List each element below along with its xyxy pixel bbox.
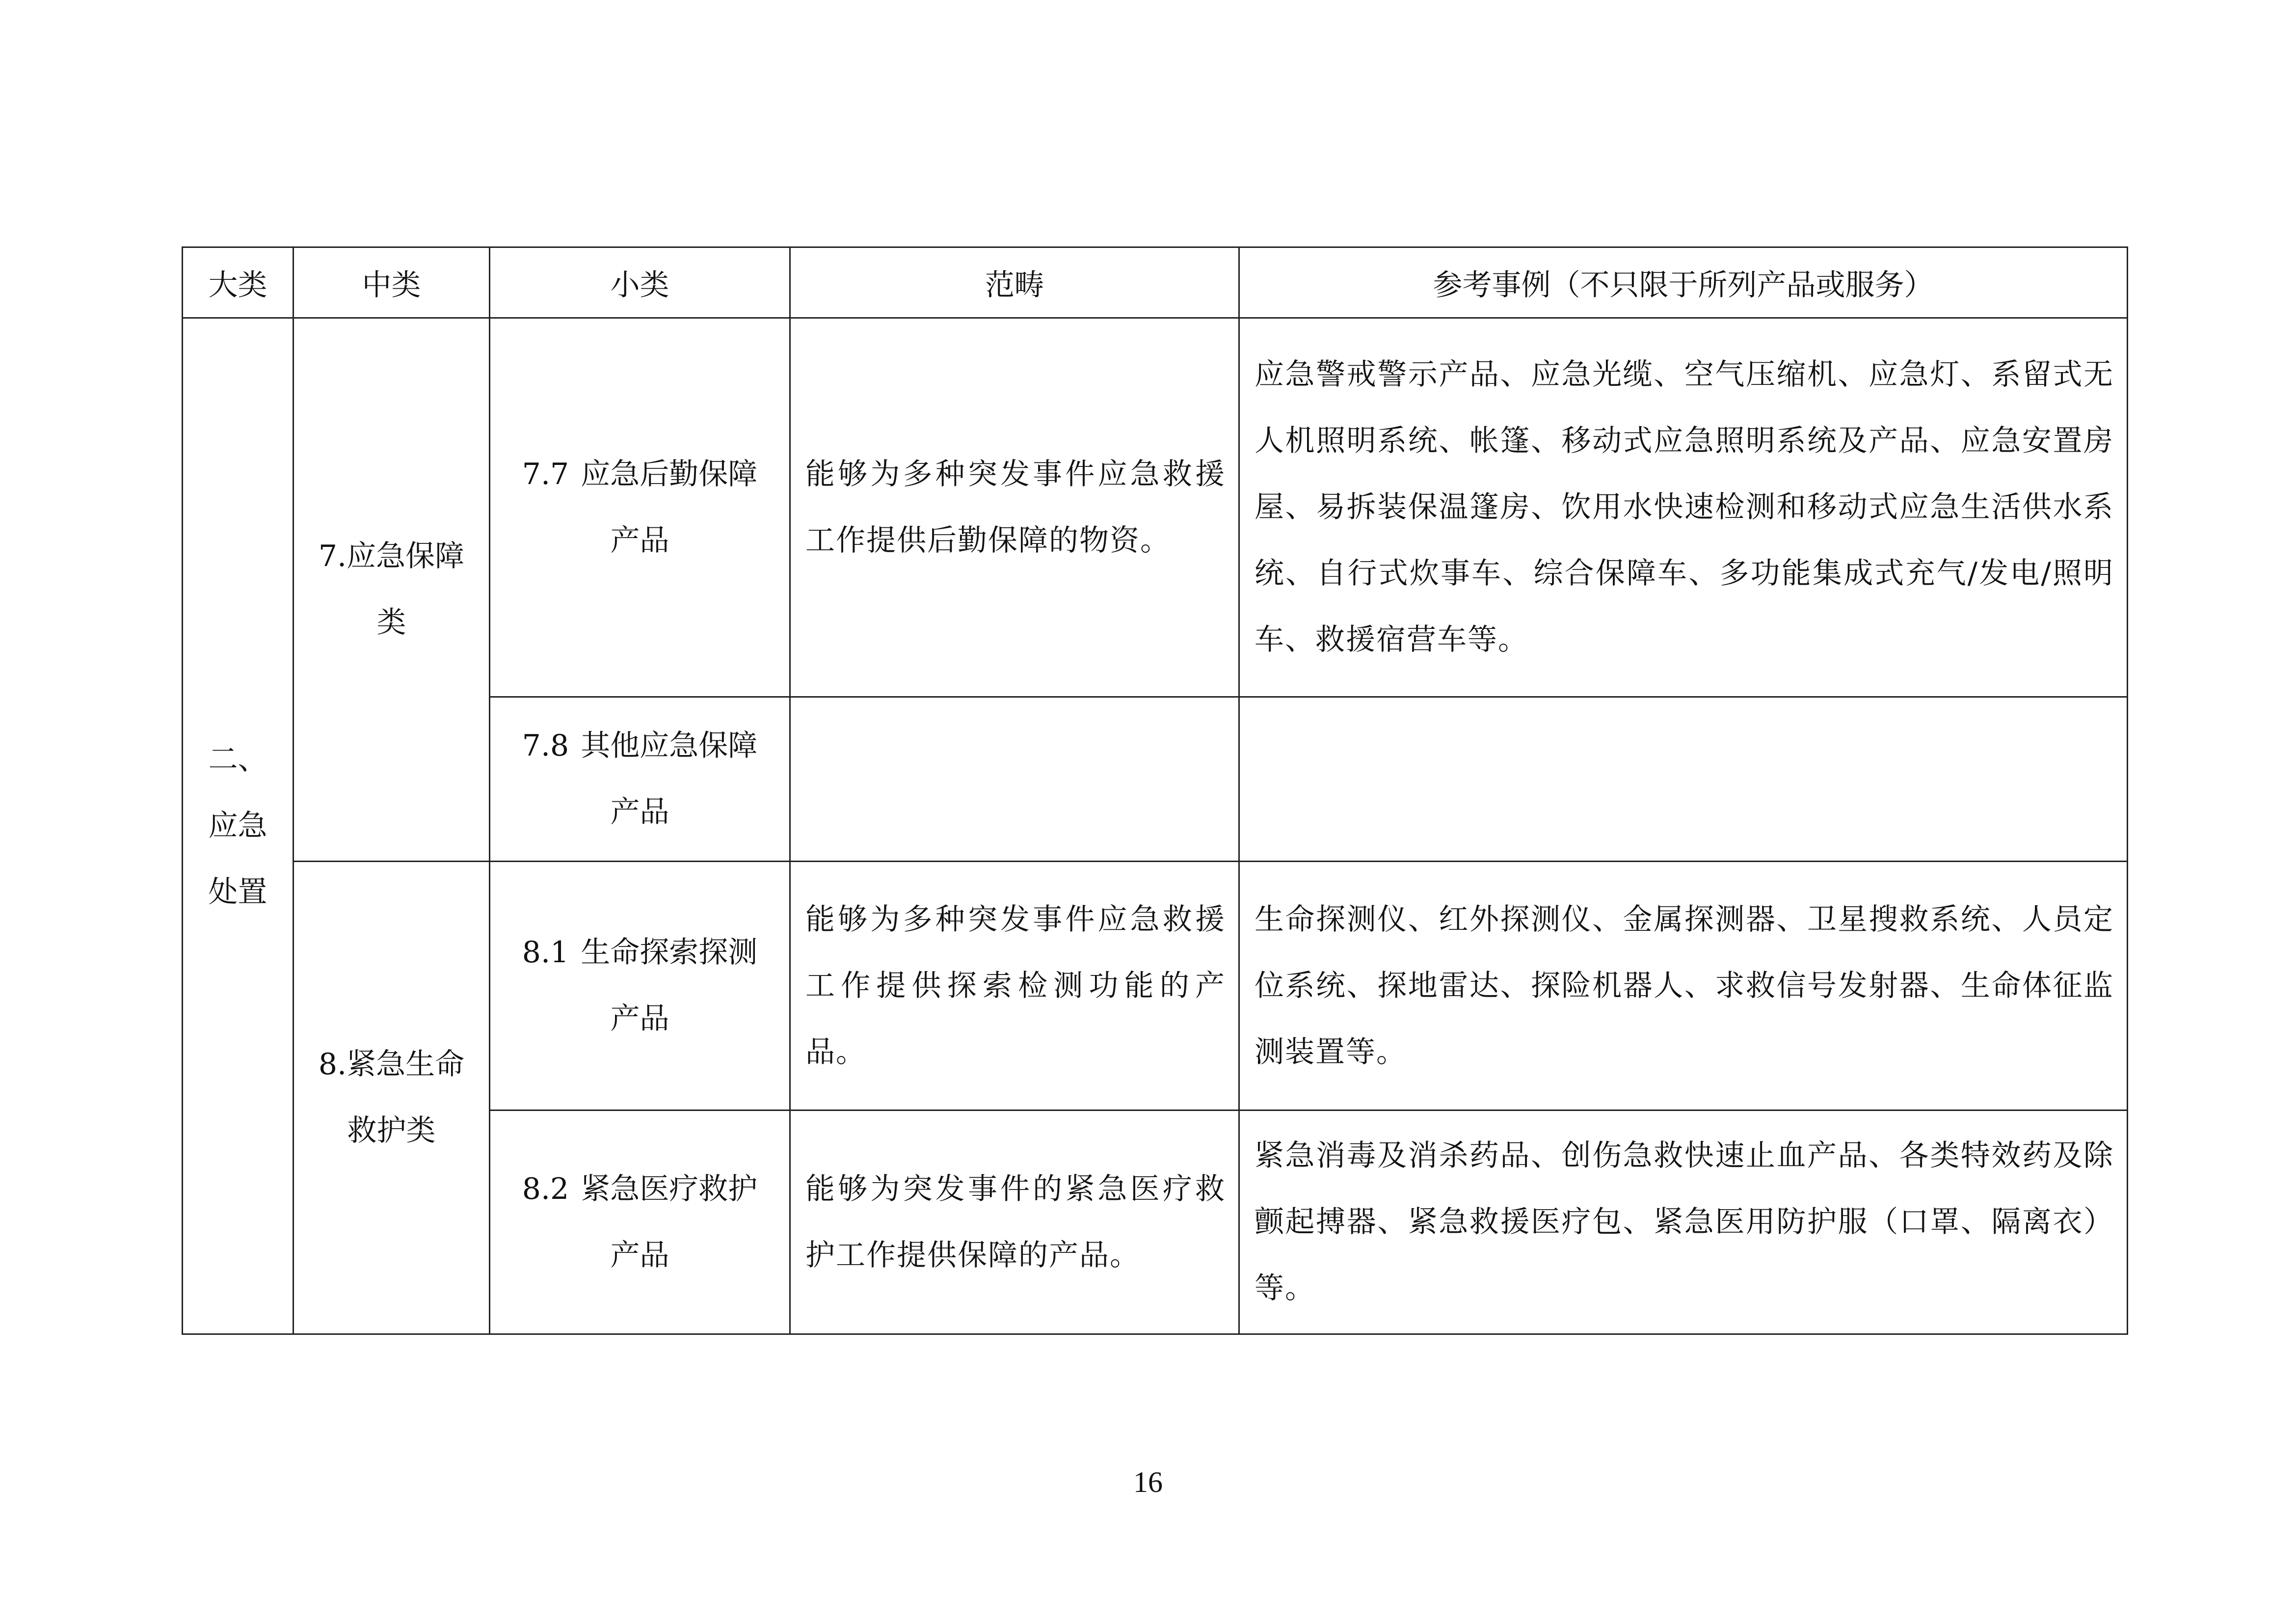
minor-category-cell [490,318,790,697]
minor-category-title [490,713,789,779]
header-minor-category: 小类 [490,247,790,318]
minor-category-cell [490,862,790,1110]
header-scope: 范畴 [790,247,1239,318]
scope-cell: 能够为多种突发事件应急救援工作提供后勤保障的物资。 [790,318,1239,697]
examples-cell: 紧急消毒及消杀药品、创伤急救快速止血产品、各类特效药及除颤起搏器、紧急救援医疗包、紧急医用防护服（口罩、隔离衣）等。 [1239,1110,2128,1334]
minor-category-name: 应急后勤保障 [581,457,758,491]
table-row [183,318,2128,697]
table-header-row [183,247,2128,318]
minor-category-name: 其他应急保障 [581,729,758,763]
page-number: 16 [1133,1466,1163,1498]
mid-category-cell [294,318,490,862]
minor-category-number: 7.7 [522,457,569,491]
minor-category-name: 紧急医疗救护 [581,1171,758,1206]
minor-category-title [490,441,789,508]
header-examples: 参考事例（不只限于所列产品或服务） [1239,247,2128,318]
examples-cell [1239,697,2128,862]
minor-category-number: 8.2 [522,1171,569,1206]
mid-category-line: 7.应急保障 [318,539,465,573]
minor-category-cell [490,1110,790,1334]
major-category-cell [183,318,294,1334]
minor-category-title [490,1156,789,1222]
minor-category-name-cont: 产品 [610,795,669,829]
minor-category-cell [490,697,790,862]
table-row [183,862,2128,1110]
minor-category-name-cont: 产品 [610,1238,669,1272]
mid-category-line: 8.紧急生命 [318,1047,465,1082]
classification-table [182,246,2128,1335]
mid-category-line: 类 [376,605,406,640]
mid-category-line: 救护类 [347,1113,436,1148]
major-category-line: 二、 [208,742,267,777]
minor-category-number: 8.1 [522,935,569,970]
examples-cell: 应急警戒警示产品、应急光缆、空气压缩机、应急灯、系留式无人机照明系统、帐篷、移动式应急照明系统及产品、应急安置房屋、易拆装保温篷房、饮用水快速检测和移动式应急生活供水系统、自行式炊事车、综合保障车、多功能集成式充气/发电/照明车、救援宿营车等。 [1239,318,2128,697]
scope-cell: 能够为突发事件的紧急医疗救护工作提供保障的产品。 [790,1110,1239,1334]
minor-category-title [490,920,789,986]
minor-category-name-cont: 产品 [610,523,669,558]
mid-category-cell [294,862,490,1334]
header-major-category: 大类 [183,247,294,318]
examples-cell: 生命探测仪、红外探测仪、金属探测器、卫星搜救系统、人员定位系统、探地雷达、探险机器人、求救信号发射器、生命体征监测装置等。 [1239,862,2128,1110]
major-category-line: 应急 [208,809,267,843]
major-category-line: 处置 [208,875,267,909]
header-mid-category: 中类 [294,247,490,318]
minor-category-number: 7.8 [522,729,569,763]
minor-category-name-cont: 产品 [610,1001,669,1036]
minor-category-name: 生命探索探测 [581,935,758,970]
scope-cell: 能够为多种突发事件应急救援工作提供探索检测功能的产品。 [790,862,1239,1110]
scope-cell [790,697,1239,862]
